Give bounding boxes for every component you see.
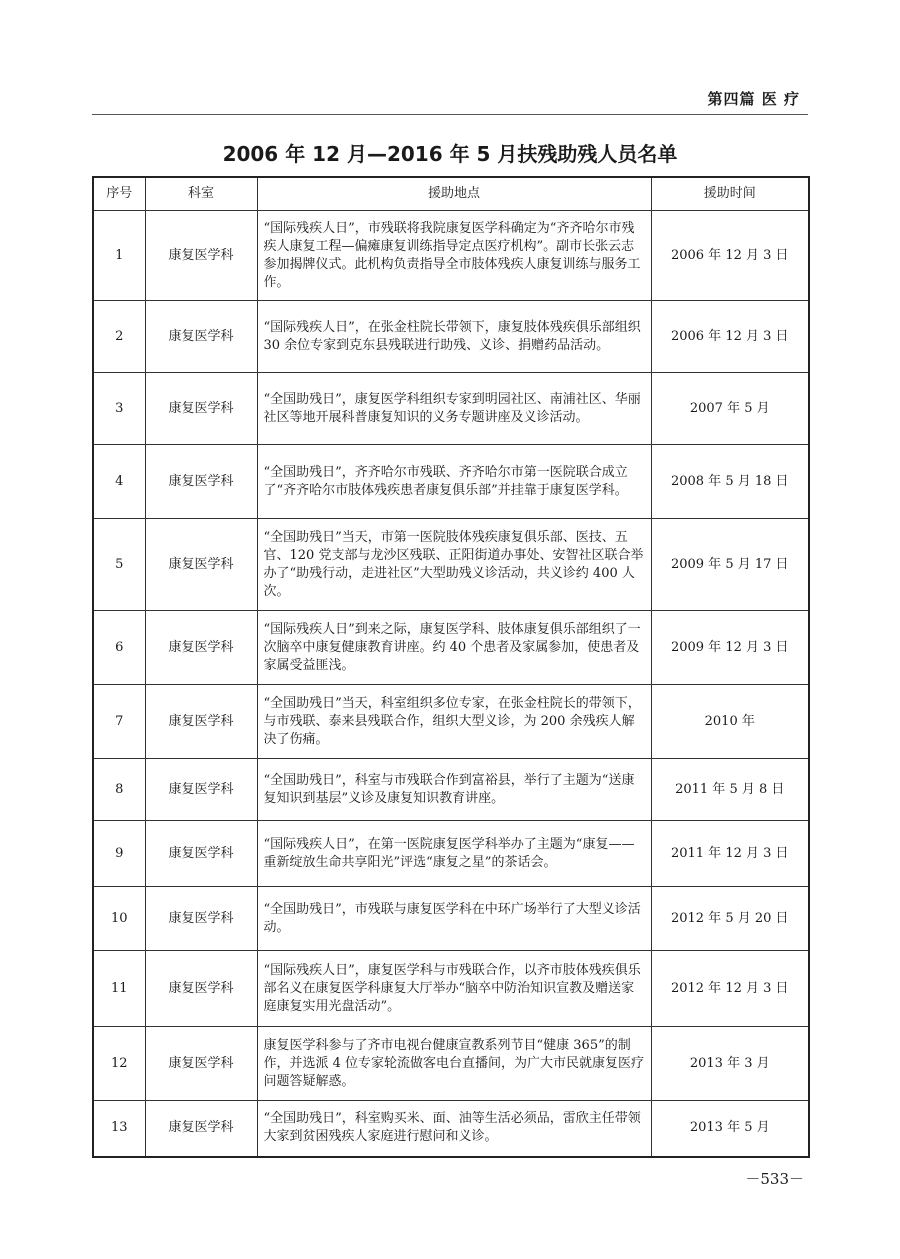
row-time: 2007 年 5 月 <box>651 373 809 445</box>
row-number: 8 <box>93 759 145 821</box>
row-department: 康复医学科 <box>145 611 257 685</box>
row-location: “全国助残日”，齐齐哈尔市残联、齐齐哈尔市第一医院联合成立了“齐齐哈尔市肢体残疾患者康复俱乐部”并挂靠于康复医学科。 <box>257 445 651 519</box>
row-number: 11 <box>93 951 145 1027</box>
row-location: “全国助残日”，科室与市残联合作到富裕县，举行了主题为“送康复知识到基层”义诊及康复知识教育讲座。 <box>257 759 651 821</box>
row-department: 康复医学科 <box>145 821 257 887</box>
table-row <box>93 211 809 301</box>
table-row <box>93 373 809 445</box>
table-row <box>93 611 809 685</box>
row-time: 2006 年 12 月 3 日 <box>651 301 809 373</box>
row-department: 康复医学科 <box>145 519 257 611</box>
row-location: “全国助残日”，市残联与康复医学科在中环广场举行了大型义诊活动。 <box>257 887 651 951</box>
row-department: 康复医学科 <box>145 1027 257 1101</box>
row-number: 6 <box>93 611 145 685</box>
row-number: 13 <box>93 1101 145 1157</box>
row-department: 康复医学科 <box>145 951 257 1027</box>
row-number: 9 <box>93 821 145 887</box>
page-title: 2006 年 12 月—2016 年 5 月扶残助残人员名单 <box>222 142 678 166</box>
row-number: 7 <box>93 685 145 759</box>
section-label: 第四篇 医 疗 <box>707 90 800 108</box>
row-time: 2011 年 5 月 8 日 <box>651 759 809 821</box>
column-header-time: 援助时间 <box>651 177 809 211</box>
row-time: 2006 年 12 月 3 日 <box>651 211 809 301</box>
row-location: “全国助残日”当天，市第一医院肢体残疾康复俱乐部、医技、五官、120 党支部与龙沙区残联、正阳街道办事处、安智社区联合举办了“助残行动，走进社区”大型助残义诊活动，共义诊约 400 人次。 <box>257 519 651 611</box>
row-time: 2008 年 5 月 18 日 <box>651 445 809 519</box>
roster-table <box>92 176 810 1158</box>
row-department: 康复医学科 <box>145 685 257 759</box>
row-number: 5 <box>93 519 145 611</box>
row-location: “国际残疾人日”，市残联将我院康复医学科确定为“齐齐哈尔市残疾人康复工程—偏瘫康复训练指导定点医疗机构”。副市长张云志参加揭牌仪式。此机构负责指导全市肢体残疾人康复训练与服务工作。 <box>257 211 651 301</box>
table-row <box>93 1101 809 1157</box>
row-time: 2012 年 5 月 20 日 <box>651 887 809 951</box>
row-time: 2012 年 12 月 3 日 <box>651 951 809 1027</box>
row-location: “国际残疾人日”到来之际，康复医学科、肢体康复俱乐部组织了一次脑卒中康复健康教育讲座。约 40 个患者及家属参加，使患者及家属受益匪浅。 <box>257 611 651 685</box>
table-row <box>93 1027 809 1101</box>
row-number: 1 <box>93 211 145 301</box>
row-location: “全国助残日”，科室购买米、面、油等生活必须品，雷欣主任带领大家到贫困残疾人家庭进行慰问和义诊。 <box>257 1101 651 1157</box>
table-header-row <box>93 177 809 211</box>
table-row <box>93 445 809 519</box>
row-department: 康复医学科 <box>145 887 257 951</box>
row-time: 2009 年 5 月 17 日 <box>651 519 809 611</box>
row-location: “国际残疾人日”，康复医学科与市残联合作，以齐市肢体残疾俱乐部名义在康复医学科康复大厅举办“脑卒中防治知识宣教及赠送家庭康复实用光盘活动”。 <box>257 951 651 1027</box>
row-time: 2009 年 12 月 3 日 <box>651 611 809 685</box>
row-number: 10 <box>93 887 145 951</box>
page-number: －533－ <box>745 1170 804 1188</box>
row-location: 康复医学科参与了齐市电视台健康宣教系列节目“健康 365”的制作，并选派 4 位专家轮流做客电台直播间，为广大市民就康复医疗问题答疑解惑。 <box>257 1027 651 1101</box>
row-location: “国际残疾人日”，在张金柱院长带领下，康复肢体残疾俱乐部组织 30 余位专家到克东县残联进行助残、义诊、捐赠药品活动。 <box>257 301 651 373</box>
column-header-no: 序号 <box>93 177 145 211</box>
row-department: 康复医学科 <box>145 373 257 445</box>
table-row <box>93 951 809 1027</box>
column-header-location: 援助地点 <box>257 177 651 211</box>
table-row <box>93 821 809 887</box>
row-time: 2010 年 <box>651 685 809 759</box>
table-row <box>93 685 809 759</box>
row-number: 3 <box>93 373 145 445</box>
row-number: 12 <box>93 1027 145 1101</box>
row-time: 2011 年 12 月 3 日 <box>651 821 809 887</box>
row-time: 2013 年 3 月 <box>651 1027 809 1101</box>
running-header <box>92 88 808 115</box>
row-department: 康复医学科 <box>145 1101 257 1157</box>
row-number: 4 <box>93 445 145 519</box>
table-row <box>93 759 809 821</box>
row-time: 2013 年 5 月 <box>651 1101 809 1157</box>
row-department: 康复医学科 <box>145 211 257 301</box>
row-number: 2 <box>93 301 145 373</box>
row-location: “全国助残日”当天，科室组织多位专家，在张金柱院长的带领下，与市残联、泰来县残联合作，组织大型义诊，为 200 余残疾人解决了伤痛。 <box>257 685 651 759</box>
row-department: 康复医学科 <box>145 445 257 519</box>
row-location: “全国助残日”，康复医学科组织专家到明园社区、南浦社区、华丽社区等地开展科普康复知识的义务专题讲座及义诊活动。 <box>257 373 651 445</box>
table-row <box>93 519 809 611</box>
row-department: 康复医学科 <box>145 301 257 373</box>
row-location: “国际残疾人日”，在第一医院康复医学科举办了主题为“康复——重新绽放生命共享阳光”评选“康复之星”的茶话会。 <box>257 821 651 887</box>
table-row <box>93 301 809 373</box>
row-department: 康复医学科 <box>145 759 257 821</box>
table-row <box>93 887 809 951</box>
column-header-dept: 科室 <box>145 177 257 211</box>
